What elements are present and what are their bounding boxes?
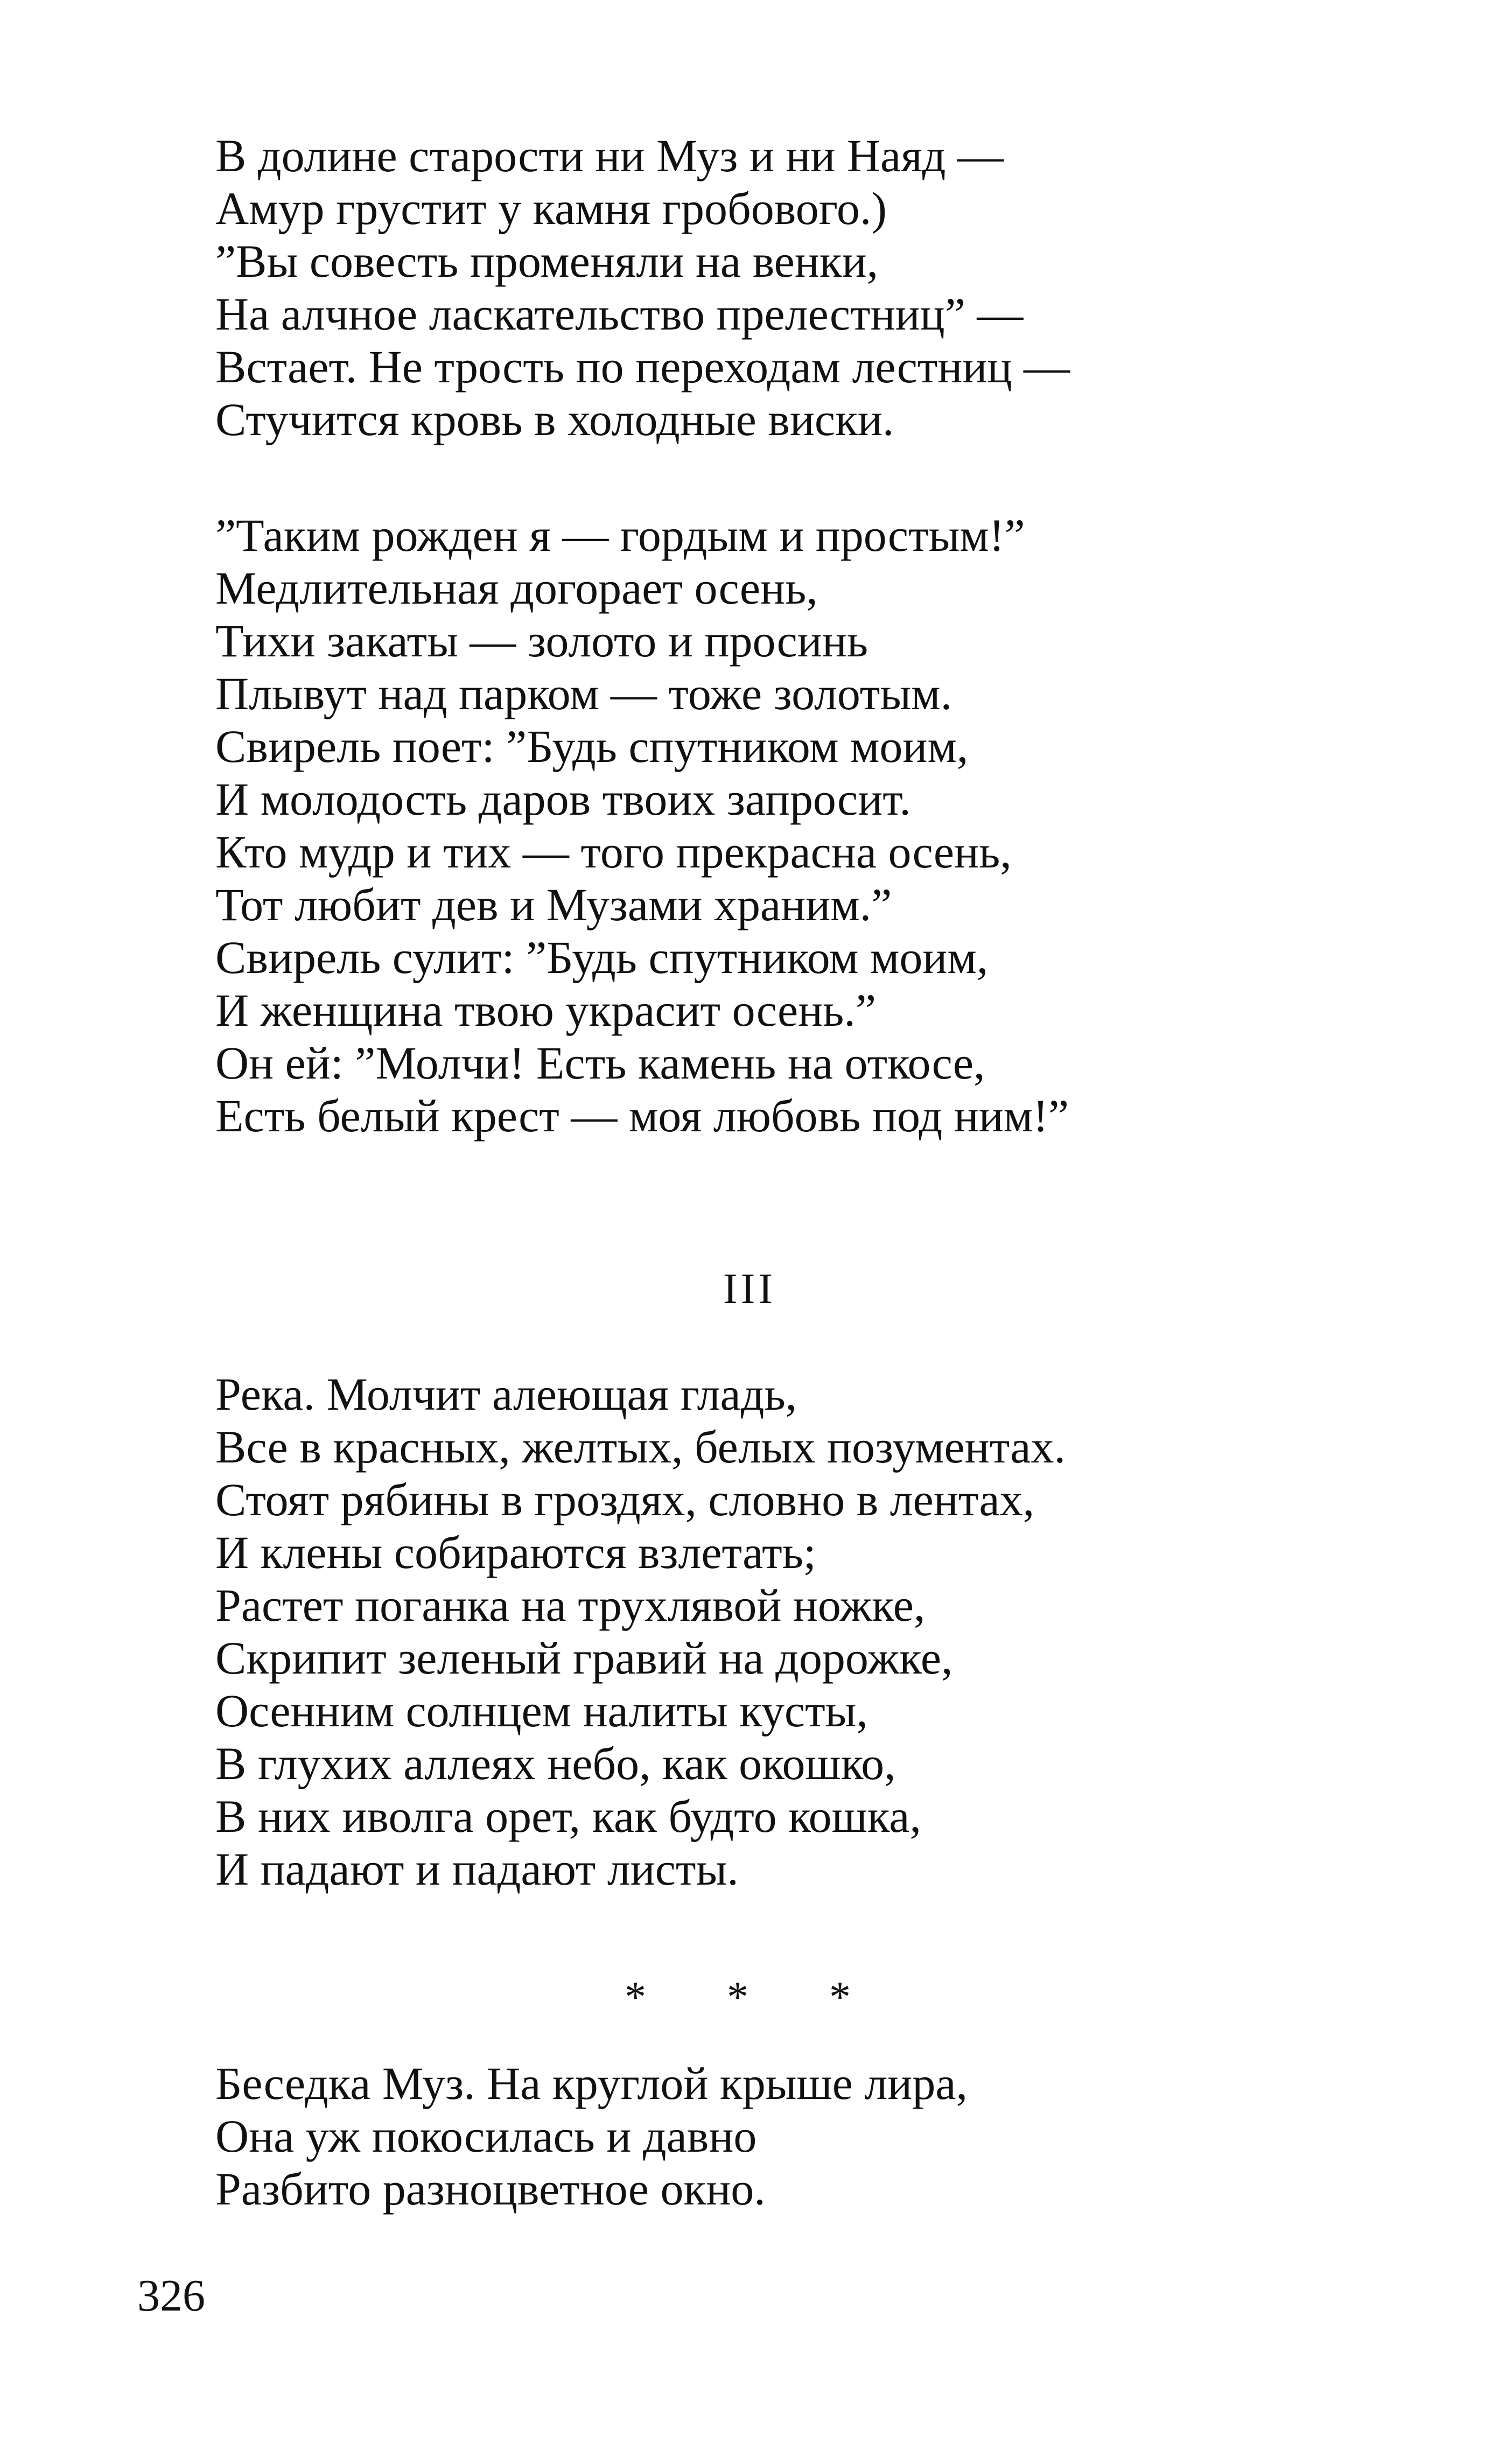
stanza-1 bbox=[215, 129, 1292, 446]
verse-line: Скрипит зеленый гравий на дорожке, bbox=[215, 1632, 953, 1684]
verse-line: Стоят рябины в гроздях, словно в лентах, bbox=[215, 1474, 1035, 1525]
verse-line: На алчное ласкательство прелестниц” — bbox=[215, 288, 1024, 340]
verse-line: Река. Молчит алеющая гладь, bbox=[215, 1368, 797, 1420]
stanza-4 bbox=[215, 2057, 1292, 2215]
asterisk: * bbox=[829, 1973, 851, 2021]
verse-line: В долине старости ни Муз и ни Наяд — bbox=[215, 130, 1004, 181]
stanza-3 bbox=[215, 1368, 1292, 1895]
stanza-2 bbox=[215, 509, 1292, 1142]
verse-line: В них иволга орет, как будто кошка, bbox=[215, 1790, 921, 1842]
verse-line: Разбито разноцветное окно. bbox=[215, 2163, 766, 2215]
verse-line: И падают и падают листы. bbox=[215, 1843, 739, 1895]
verse-line: Свирель поет: ”Будь спутником моим, bbox=[215, 720, 969, 772]
section-heading bbox=[0, 1263, 1499, 1315]
verse-line: И женщина твою украсит осень.” bbox=[215, 984, 877, 1036]
verse-line: Медлительная догорает осень, bbox=[215, 562, 818, 614]
verse-line: И клены собираются взлетать; bbox=[215, 1527, 816, 1578]
verse-line: Все в красных, желтых, белых позументах. bbox=[215, 1421, 1066, 1473]
asterisk: * bbox=[625, 1973, 646, 2021]
verse-line: Тихи закаты — золото и просинь bbox=[215, 615, 868, 667]
section-divider-asterisks bbox=[625, 1971, 851, 2024]
verse-line: И молодость даров твоих запросит. bbox=[215, 773, 911, 825]
verse-line: Беседка Муз. На круглой крыше лира, bbox=[215, 2057, 968, 2109]
verse-line: Свирель сулит: ”Будь спутником моим, bbox=[215, 932, 989, 983]
verse-line: В глухих аллеях небо, как окошко, bbox=[215, 1738, 896, 1789]
verse-line: Амур грустит у камня гробового.) bbox=[215, 183, 887, 234]
verse-line: Она уж покосилась и давно bbox=[215, 2110, 757, 2162]
verse-line: Встает. Не трость по переходам лестниц — bbox=[215, 341, 1070, 393]
verse-line: Он ей: ”Молчи! Есть камень на откосе, bbox=[215, 1037, 985, 1089]
verse-line: Кто мудр и тих — того прекрасна осень, bbox=[215, 826, 1012, 878]
section-numeral: III bbox=[723, 1265, 776, 1313]
page-number: 326 bbox=[137, 2271, 205, 2321]
verse-line: Тот любит дев и Музами храним.” bbox=[215, 879, 892, 930]
verse-line: Стучится кровь в холодные виски. bbox=[215, 394, 894, 445]
verse-line: ”Таким рожден я — гордым и простым!” bbox=[215, 509, 1025, 561]
verse-line: Осенним солнцем налиты кусты, bbox=[215, 1685, 868, 1737]
asterisk: * bbox=[727, 1973, 748, 2021]
verse-line: Плывут над парком — тоже золотым. bbox=[215, 668, 952, 719]
verse-line: Есть белый крест — моя любовь под ним!” bbox=[215, 1090, 1069, 1142]
verse-line: Растет поганка на трухлявой ножке, bbox=[215, 1579, 926, 1631]
verse-line: ”Вы совесть променяли на венки, bbox=[215, 235, 879, 287]
